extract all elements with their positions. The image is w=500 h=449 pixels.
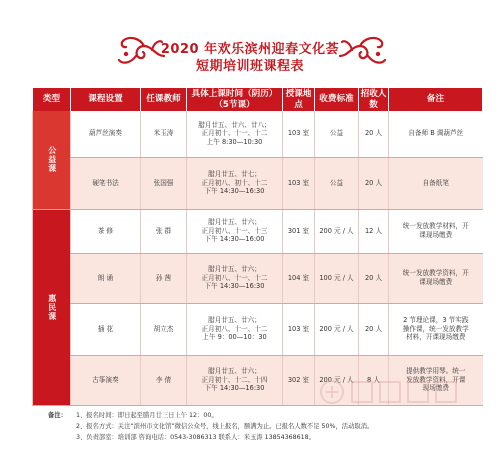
class-quota: 8 人 [359,355,389,405]
course-name: 插 花 [71,303,141,355]
class-quota: 20 人 [359,253,389,303]
class-note: 统一发放教学材料，开 课现场缴费 [389,209,483,253]
note-item: 2、报名方式：关注“滨州市文化馆”微信公众号，线上报名，额满为止。已报名人数不足 50%，活动取消。 [76,423,374,430]
class-time: 腊月廿五、廿六； 正月初十、十二、十四 下午 14:30—16:30 [187,355,283,405]
note-item: 3、负责部室：培训部 咨询电话：0543-3086313 联系人：米玉涛 13854368618。 [76,434,315,441]
page-subtitle: 短期培训班课程表 [195,59,304,74]
class-place: 103 室 [283,303,315,355]
class-note: 统一发放教学资料，开 课现场缴费 [389,253,483,303]
class-quota: 20 人 [359,303,389,355]
class-note: 自备师 B 调葫芦丝 [389,111,483,157]
class-fee: 200 元 / 人 [315,355,359,405]
class-quota: 12 人 [359,209,389,253]
category-public: 公益课 [33,111,71,209]
class-place: 301 室 [283,209,315,253]
note-item: 1、报名时间：即日起至腊月廿三日上午 12：00。 [76,412,218,419]
class-place: 103 室 [283,157,315,209]
class-fee: 200 元 / 人 [315,209,359,253]
teacher-name: 孙 茜 [141,253,187,303]
header [0,0,500,86]
table-header-row [33,88,483,111]
table-row [33,209,483,253]
schedule-table [32,88,483,406]
class-time: 腊月廿五、廿六、廿八； 正月初十、十一、十二 上午 8:30—10:30 [187,111,283,157]
header-course: 课程设置 [71,88,141,111]
course-name: 茶 修 [71,209,141,253]
header-fee: 收费标准 [315,88,359,111]
table-row [33,303,483,355]
class-fee: 100 元 / 人 [315,253,359,303]
class-quota: 20 人 [359,111,389,157]
table-row [33,253,483,303]
teacher-name: 张 群 [141,209,187,253]
page-title: 2020 年欢乐滨州迎春文化荟 [160,42,340,57]
category-mass: 惠民课 [33,209,71,405]
class-time: 腊月廿五、廿七； 正月初八、初十、十二 下午 14:30—16:30 [187,157,283,209]
header-place: 授课地点 [283,88,315,111]
class-note: 自备纸笔 [389,157,483,209]
class-place: 103 室 [283,111,315,157]
class-fee: 公益 [315,111,359,157]
notes-section [48,410,488,443]
class-note: 2 节理论课，3 节实践 操作课，统一发放教学 材料，开课现场缴费 [389,303,483,355]
class-quota: 20 人 [359,157,389,209]
table-row [33,111,483,157]
course-name: 朗 诵 [71,253,141,303]
header-note: 备注 [389,88,483,111]
course-name: 硬笔书法 [71,157,141,209]
header-type: 类型 [33,88,71,111]
class-fee: 200 元 / 人 [315,303,359,355]
class-fee: 公益 [315,157,359,209]
teacher-name: 李 倩 [141,355,187,405]
class-time: 腊月廿五、廿六； 正月初八、十一、十三 下午 14:30—16:00 [187,209,283,253]
notes-label: 备注： [48,412,67,419]
course-name: 古筝演奏 [71,355,141,405]
teacher-name: 张国强 [141,157,187,209]
course-name: 葫芦丝演奏 [71,111,141,157]
teacher-name: 米玉涛 [141,111,187,157]
header-teacher: 任课教师 [141,88,187,111]
class-place: 302 室 [283,355,315,405]
class-place: 104 室 [283,253,315,303]
class-time: 腊月廿五、廿六； 正月初八、十一、十二 下午 14:30—16:30 [187,253,283,303]
header-quota: 招收人数 [359,88,389,111]
teacher-name: 胡立杰 [141,303,187,355]
table-row [33,157,483,209]
class-note: 提供教学用琴。统一 发放教学资料，开课 现场缴费 [389,355,483,405]
class-time: 腊月廿五、廿六； 正月初八、十一、十二 上午 9：00—10：30 [187,303,283,355]
watermark-icon [318,378,488,406]
header-time: 具体上课时间（阴历）（5节课） [187,88,283,111]
